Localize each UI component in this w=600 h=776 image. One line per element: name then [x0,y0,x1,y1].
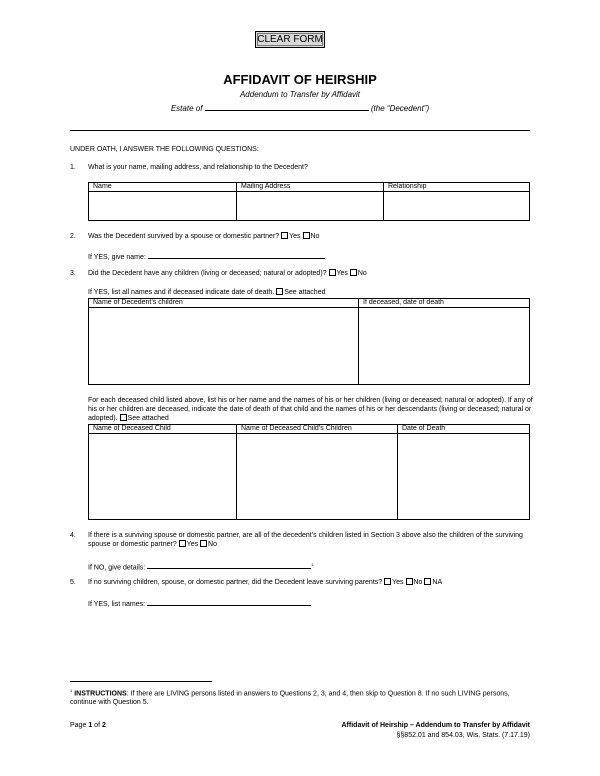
q5-na-label: NA [432,579,443,586]
estate-suffix: (the “Decedent”) [370,104,430,113]
q2-yes-checkbox[interactable] [281,232,288,239]
q5-followup-label: If YES, list names: [88,601,146,608]
footnote [70,686,532,707]
q1-number: 1. [70,164,76,171]
page-number [70,721,106,730]
footer-statute: §§852.01 and 854.03, Wis. Stats. (7.17.19) [396,732,530,739]
q3-col-deceased-childs-children: Name of Deceased Child’s Children [237,425,398,434]
page-current: 1 [88,722,93,729]
footnote-mark: 1 [70,688,73,693]
q1-text: What is your name, mailing address, and relationship to the Decedent? [88,164,308,171]
estate-line [0,103,600,114]
document-title: AFFIDAVIT OF HEIRSHIP [223,72,377,87]
q3-see-attached-2-label: See attached [127,415,169,422]
q2-no-label: No [310,233,320,240]
q5-na-checkbox[interactable] [424,578,431,585]
q5-text: If no surviving children, spouse, or domestic partner, did the Decedent leave surviving parents? [88,579,383,586]
q5-followup [88,598,311,609]
clear-form-button[interactable] [255,31,325,48]
q4-followup [88,560,313,572]
q3-deceased-table [88,424,530,520]
estate-name-field[interactable] [205,103,369,111]
q4-number: 4. [70,532,76,539]
q3-no-label: No [357,270,367,277]
footnote-divider [70,681,212,682]
q4-followup-label: If NO, give details: [88,564,146,572]
q5-no-checkbox[interactable] [406,578,413,585]
footnote-text: : If there are LIVING persons listed in answers to Questions 2, 3, and 4, then skip to Question 8. If no such LIVING persons, continue with Question 5. [70,690,510,707]
q2-spouse-name-field[interactable] [148,251,325,259]
q3-see-attached-2-checkbox[interactable] [120,414,127,421]
q1-address-cell[interactable] [237,192,384,221]
q3-date-of-death-cell[interactable] [359,308,530,385]
q2-number: 2. [70,233,76,240]
q1-table [88,182,530,221]
q2-no-checkbox[interactable] [303,232,310,239]
page-total: 2 [101,722,106,729]
document-subtitle: Addendum to Transfer by Affidavit [239,90,361,99]
q5-line [88,578,442,587]
q4-no-checkbox[interactable] [200,540,207,547]
q3-deceased-instruction-text: For each deceased child listed above, list his or her name and the names of his or her children (living or deceased; natural or adopted). If any of his or her children are deceased, indicate the date of death of that child and the names of his or her descendants (living or deceased; natural or adopted). [88,397,533,422]
q1-col-address: Mailing Address [237,183,384,192]
q3-yes-checkbox[interactable] [329,269,336,276]
q3-col-deceased-child: Name of Deceased Child [89,425,237,434]
q5-parents-names-field[interactable] [147,598,311,606]
q3-col-date-of-death: If deceased, date of death [359,299,530,308]
page-of: of [94,722,101,729]
q3-deceased-child-cell[interactable] [89,434,237,520]
q5-no-label: No [413,579,423,586]
q1-relationship-cell[interactable] [384,192,530,221]
q2-line [88,232,319,241]
header-divider [70,130,530,131]
q3-list-instruction-line [88,288,325,297]
footer-form-title: Affidavit of Heirship – Addendum to Transfer by Affidavit [341,722,530,729]
q2-text: Was the Decedent survived by a spouse or domestic partner? [88,233,280,240]
intro-text: UNDER OATH, I ANSWER THE FOLLOWING QUESTIONS: [70,146,259,153]
footnote-label: INSTRUCTIONS [74,690,127,698]
q4-details-field[interactable] [147,561,314,569]
q3-col-deceased-date: Date of Death [398,425,530,434]
q3-no-checkbox[interactable] [350,269,357,276]
q4-no-label: No [208,541,217,548]
q3-yes-label: Yes [336,270,348,277]
q1-col-relationship: Relationship [384,183,530,192]
q3-deceased-childs-children-cell[interactable] [237,434,398,520]
q3-see-attached-checkbox[interactable] [276,288,283,295]
q3-children-table [88,298,530,385]
q3-text: Did the Decedent have any children (living or deceased; natural or adopted)? [88,270,327,277]
estate-prefix: Estate of [170,104,203,113]
q5-number: 5. [70,579,76,586]
q3-children-cell[interactable] [89,308,359,385]
q1-name-cell[interactable] [89,192,237,221]
q4-text: If there is a surviving spouse or domestic partner, are all of the decedent’s children listed in Section 3 above also the children of the surviving spouse or domestic partner? [88,532,523,548]
q2-followup-label: If YES, give name: [88,254,146,261]
q5-yes-checkbox[interactable] [384,578,391,585]
q3-line [88,269,367,278]
q1-col-name: Name [89,183,237,192]
page-prefix: Page [70,722,87,729]
q5-yes-label: Yes [392,579,404,586]
q4-yes-label: Yes [186,541,199,548]
q3-deceased-date-cell[interactable] [398,434,530,520]
clear-form-label: CLEAR FORM [257,34,323,45]
q3-see-attached-label: See attached [284,289,326,296]
q4-footnote-ref: 1 [311,562,314,567]
q4-yes-checkbox[interactable] [179,540,186,547]
q3-deceased-instruction [88,396,534,423]
q4-line [88,531,534,549]
q2-yes-label: Yes [289,233,301,240]
q3-number: 3. [70,270,76,277]
q3-col-children: Name of Decedent’s children [89,299,359,308]
q3-list-instruction: If YES, list all names and if deceased indicate date of death. [88,289,275,296]
q2-followup [88,251,325,262]
